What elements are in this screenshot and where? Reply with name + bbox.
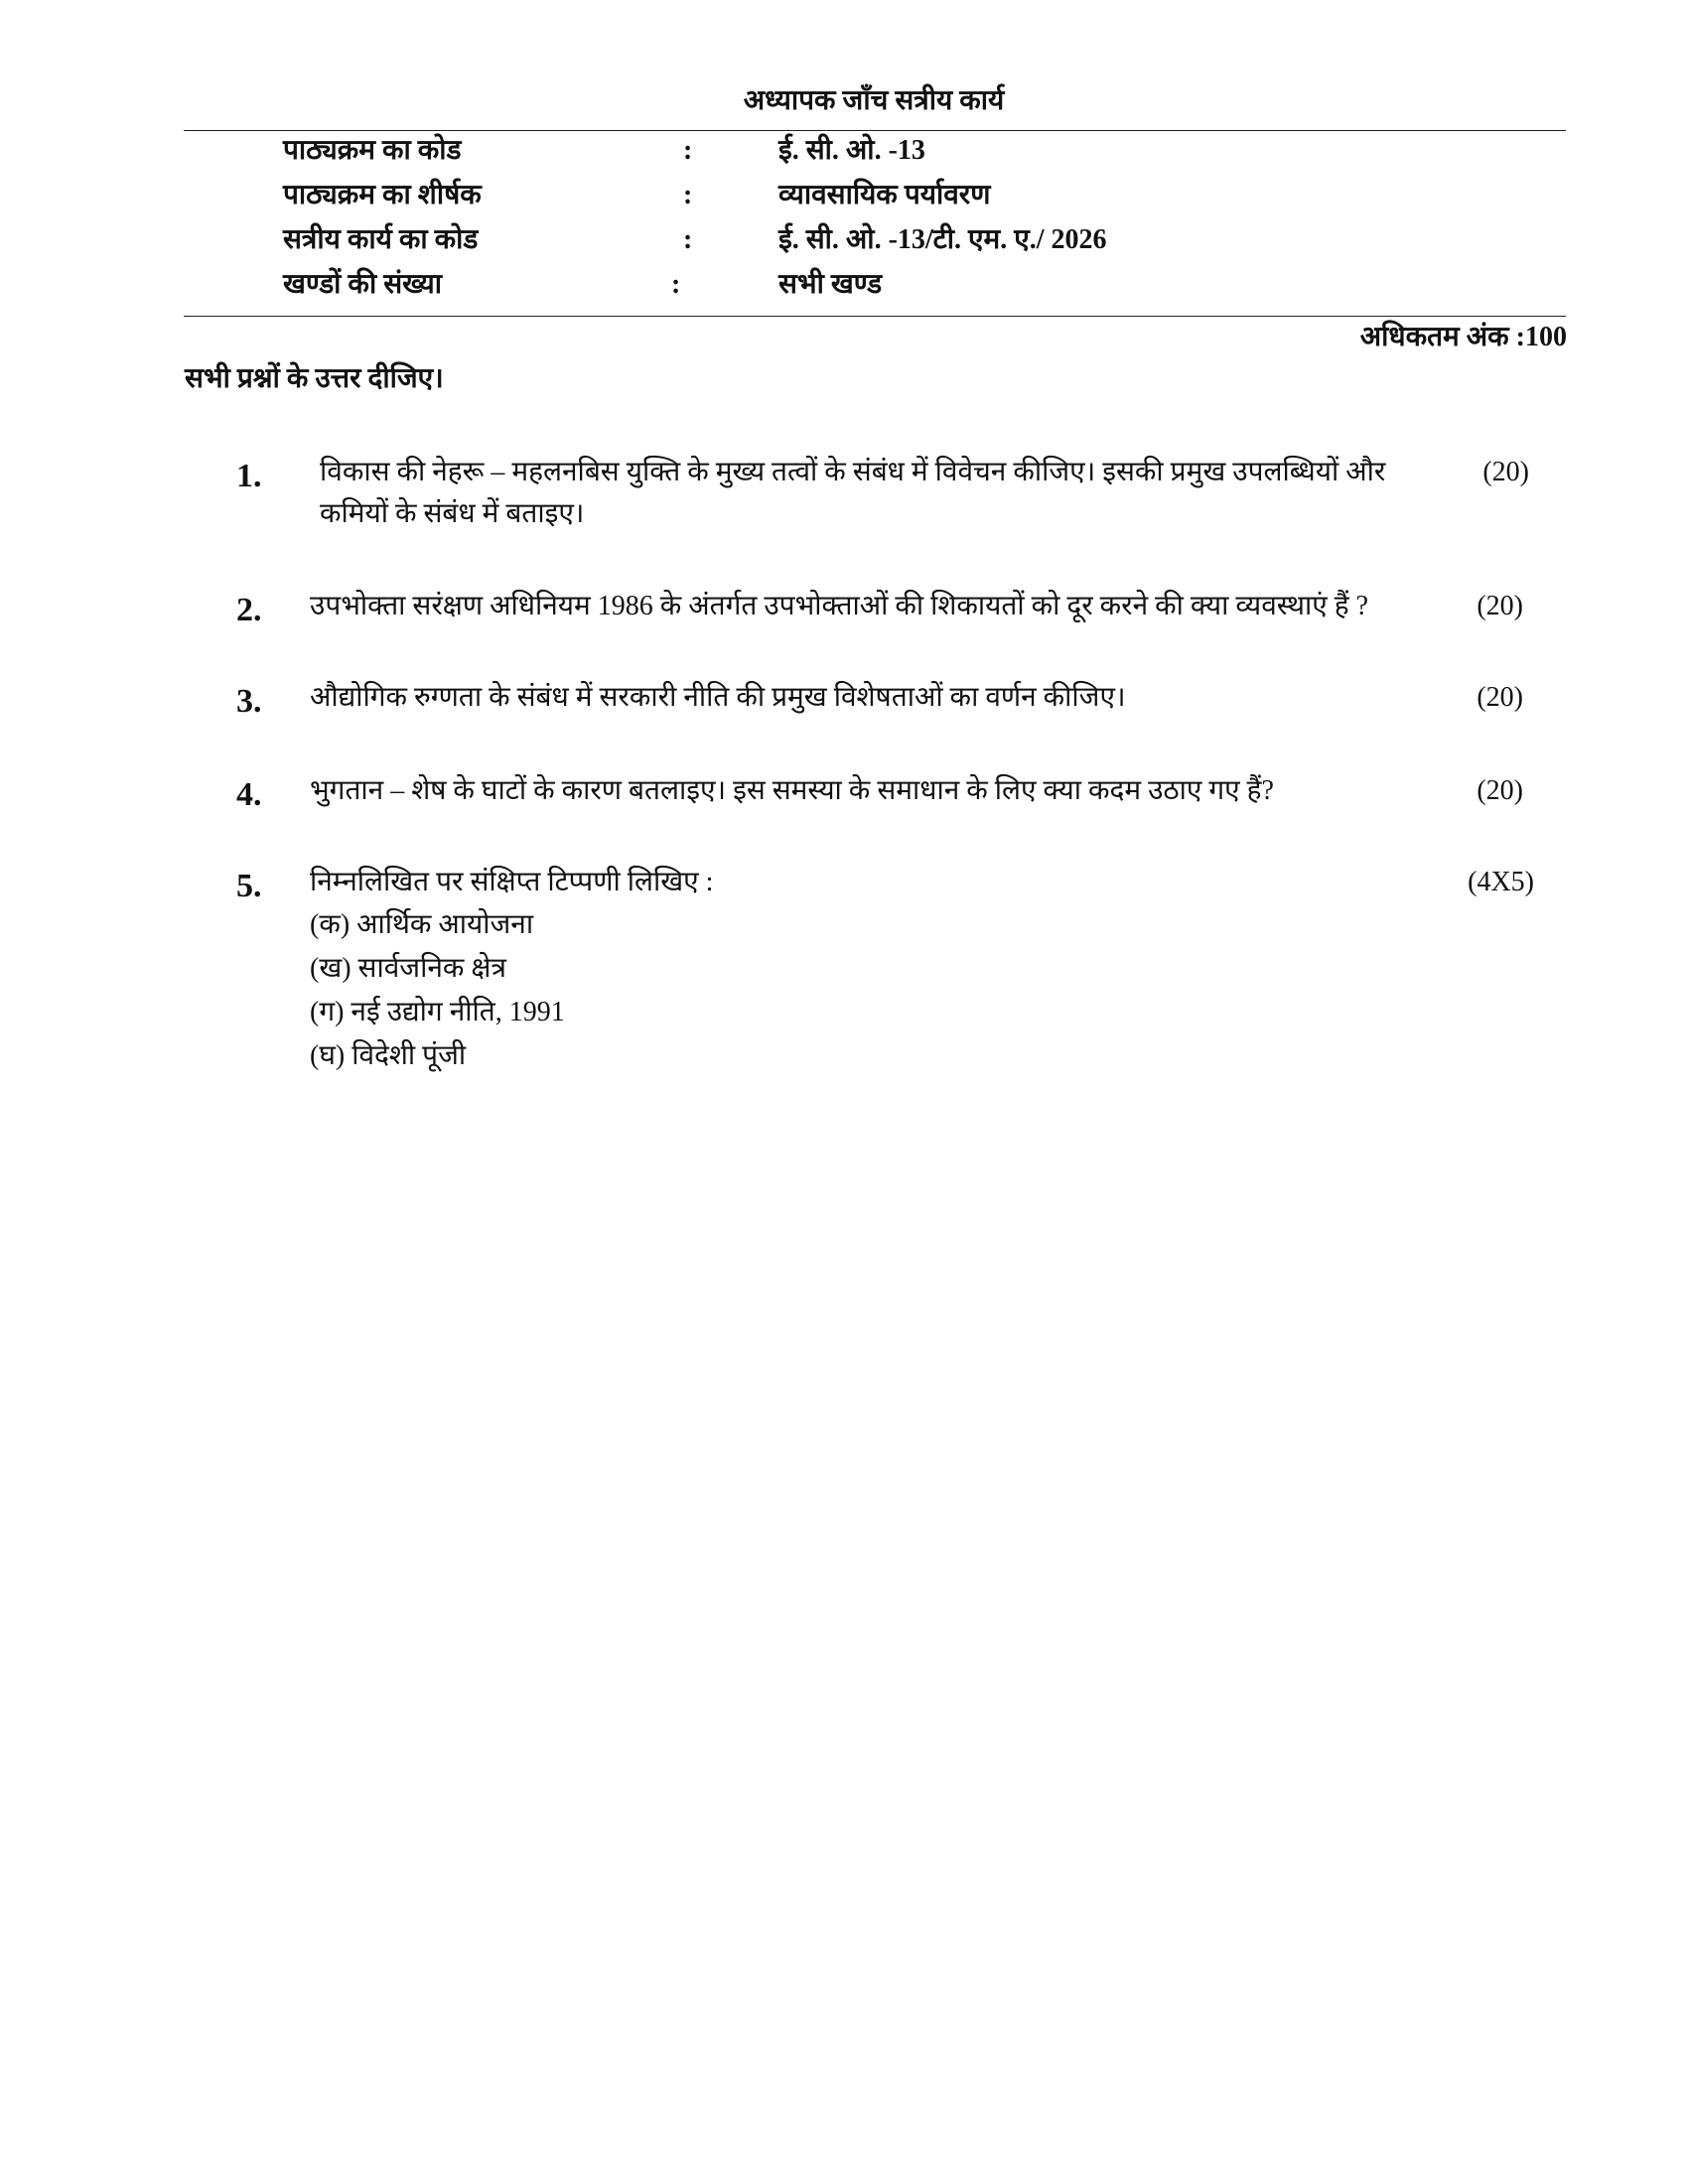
- question-text: उपभोक्ता सरंक्षण अधिनियम 1986 के अंतर्गत उपभोक्ताओं की शिकायतों को दूर करने की क्या व्यवस्थाएं हैं ?: [310, 591, 1369, 621]
- question-marks: (4X5): [1468, 867, 1534, 897]
- info-value: ई. सी. ओ. -13/टी. एम. ए./ 2026: [778, 224, 1107, 255]
- sub-item: (क) आर्थिक आयोजना: [310, 909, 534, 940]
- sub-item: (ग) नई उद्योग नीति, 1991: [310, 997, 565, 1027]
- sub-item-list: [310, 903, 1402, 1078]
- sub-item: (ख) सार्वजनिक क्षेत्र: [310, 953, 506, 984]
- question-text: [310, 862, 1402, 1078]
- question-number: 4.: [236, 776, 262, 813]
- sub-item: (घ) विदेशी पूंजी: [310, 1040, 467, 1071]
- info-label: पाठ्यक्रम का शीर्षक: [283, 180, 482, 210]
- question-text: विकास की नेहरू – महलनबिस युक्ति के मुख्य तत्वों के संबंध में विवेचन कीजिए। इसकी प्रमुख उपलब्धियों और कमियों के संबंध में बताइए।: [320, 457, 1386, 529]
- info-colon: :: [683, 224, 693, 255]
- question-text: भुगतान – शेष के घाटों के कारण बतलाइए। इस समस्या के समाधान के लिए क्या कदम उठाए गए हैं?: [310, 775, 1274, 806]
- question-text: औद्योगिक रुग्णता के संबंध में सरकारी नीति की प्रमुख विशेषताओं का वर्णन कीजिए।: [310, 682, 1126, 713]
- question-number: 5.: [236, 868, 262, 904]
- instruction: सभी प्रश्नों के उत्तर दीजिए।: [185, 363, 444, 394]
- info-colon: :: [683, 180, 693, 210]
- info-value: सभी खण्ड: [778, 269, 883, 300]
- max-marks: अधिकतम अंक :100: [1359, 322, 1567, 352]
- page-title: अध्यापक जाँच सत्रीय कार्य: [743, 85, 1005, 116]
- question-marks: (20): [1482, 457, 1529, 487]
- question-number: 2.: [236, 592, 262, 628]
- info-label: सत्रीय कार्य का कोड: [283, 224, 479, 255]
- info-label: खण्डों की संख्या: [283, 269, 442, 300]
- question-prompt: निम्नलिखित पर संक्षिप्त टिप्पणी लिखिए :: [310, 867, 714, 897]
- info-colon: :: [671, 269, 681, 300]
- info-label: पाठ्यक्रम का कोड: [283, 135, 462, 166]
- info-value: ई. सी. ओ. -13: [778, 135, 925, 166]
- question-marks: (20): [1477, 682, 1523, 713]
- question-marks: (20): [1477, 591, 1523, 621]
- question-number: 1.: [236, 458, 262, 494]
- info-value: व्यावसायिक पर्यावरण: [778, 180, 991, 210]
- header-bottom-rule: [184, 316, 1566, 317]
- question-number: 3.: [236, 683, 262, 720]
- info-colon: :: [683, 135, 693, 166]
- question-marks: (20): [1477, 775, 1523, 806]
